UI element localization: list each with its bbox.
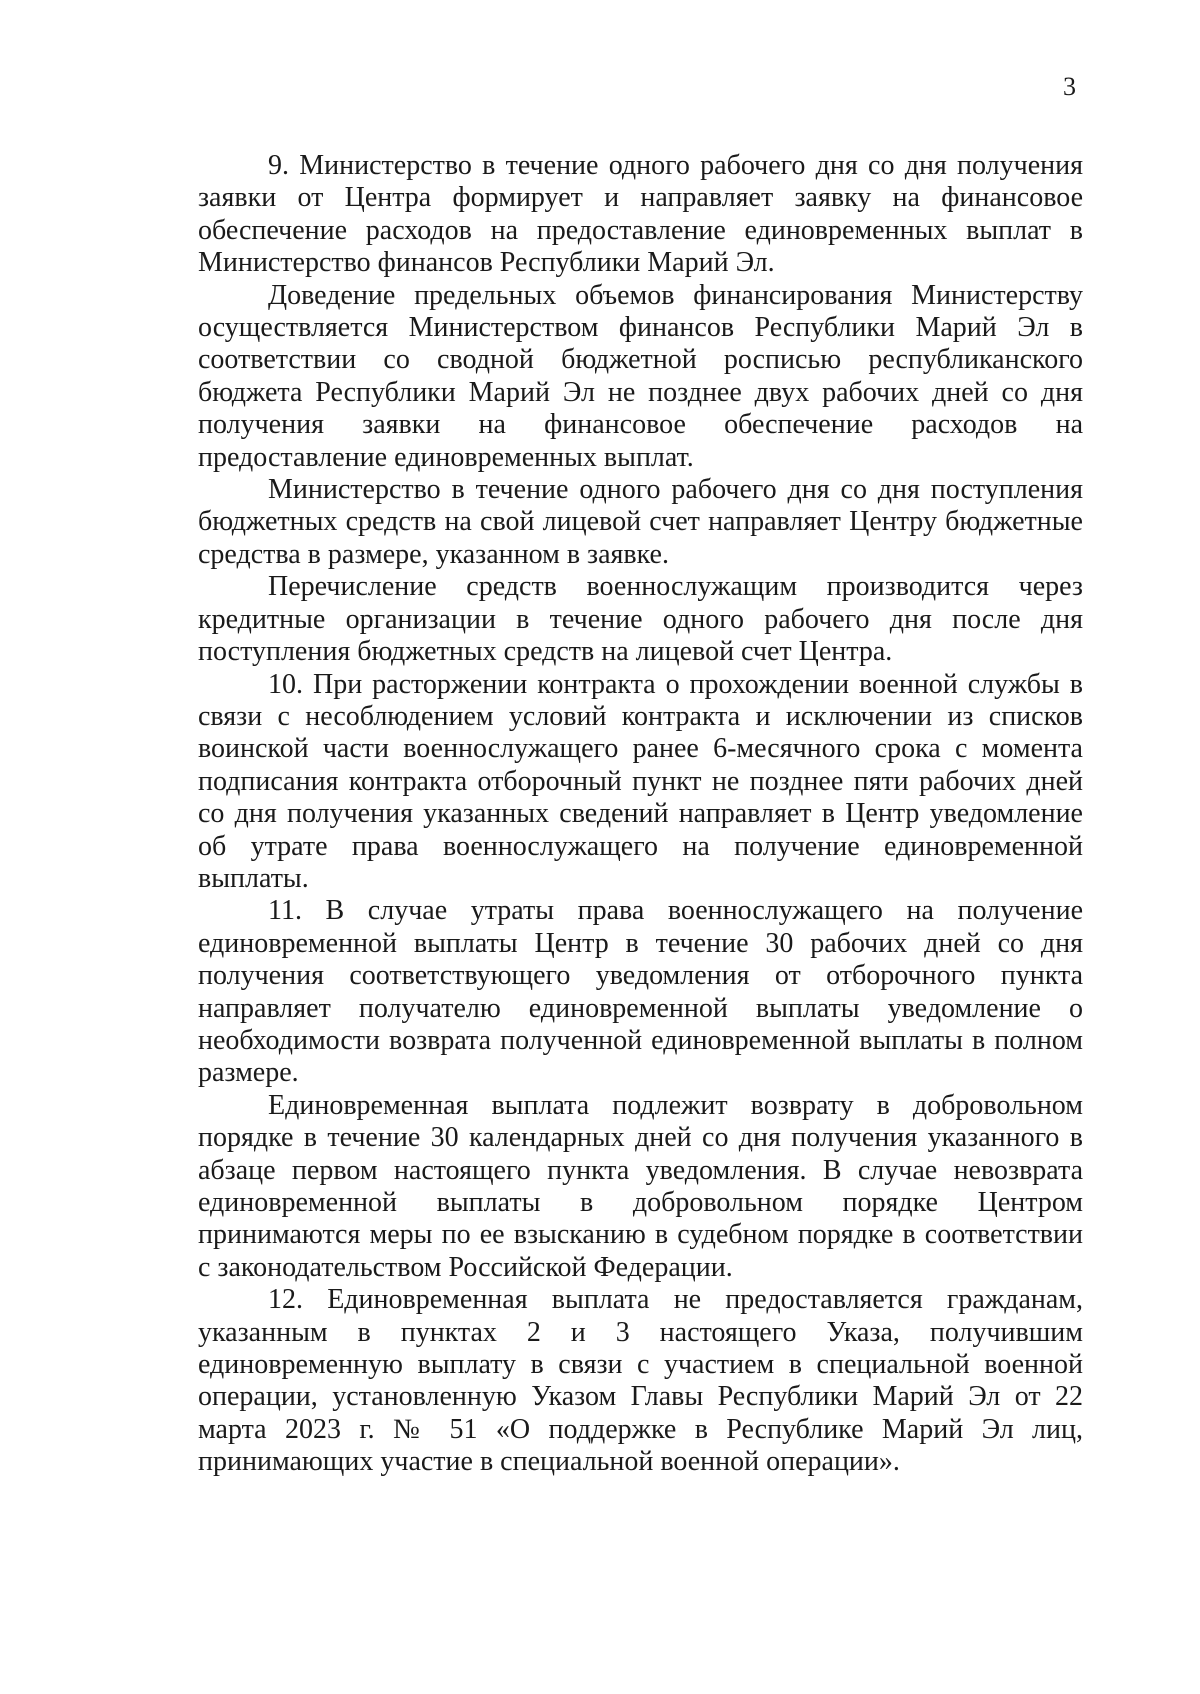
paragraph-9-payment-via-banks: Перечисление средств военнослужащим производится через кредитные организации в течение одного рабочего дня после дня поступления бюджетных средств на лицевой счет Центра.	[198, 571, 1083, 668]
paragraph-9-funding-limits: Доведение предельных объемов финансирования Министерству осуществляется Министерством финансов Республики Марий Эл в соответствии со сводной бюджетной росписью республиканского бюджета Республики Марий Эл не позднее двух рабочих дней со дня получения заявки на финансовое обеспечение расходов на предоставление единовременных выплат.	[198, 279, 1083, 473]
page-number: 3	[1063, 72, 1076, 101]
paragraph-12: 12. Единовременная выплата не предоставляется гражданам, указанным в пунктах 2 и 3 настоящего Указа, получившим единовременную выплату в связи с участием в специальной военной операции, установленную Указом Главы Республики Марий Эл от 22 марта 2023 г. № 51 «О поддержке в Республике Марий Эл лиц, принимающих участие в специальной военной операции».	[198, 1284, 1083, 1478]
paragraph-9: 9. Министерство в течение одного рабочего дня со дня получения заявки от Центра формирует и направляет заявку на финансовое обеспечение расходов на предоставление единовременных выплат в Министерство финансов Республики Марий Эл.	[198, 150, 1083, 279]
paragraph-11-refund: Единовременная выплата подлежит возврату в добровольном порядке в течение 30 календарных дней со дня получения указанного в абзаце первом настоящего пункта уведомления. В случае невозврата единовременной выплаты в добровольном порядке Центром принимаются меры по ее взысканию в судебном порядке в соответствии с законодательством Российской Федерации.	[198, 1089, 1083, 1283]
paragraph-11: 11. В случае утраты права военнослужащего на получение единовременной выплаты Центр в течение 30 рабочих дней со дня получения соответствующего уведомления от отборочного пункта направляет получателю единовременной выплаты уведомление о необходимости возврата полученной единовременной выплаты в полном размере.	[198, 895, 1083, 1089]
paragraph-9-transfer-to-center: Министерство в течение одного рабочего дня со дня поступления бюджетных средств на свой лицевой счет направляет Центру бюджетные средства в размере, указанном в заявке.	[198, 474, 1083, 570]
document-body	[198, 150, 1083, 1479]
paragraph-10: 10. При расторжении контракта о прохождении военной службы в связи с несоблюдением условий контракта и исключении из списков воинской части военнослужащего ранее 6-месячного срока с момента подписания контракта отборочный пункт не позднее пяти рабочих дней со дня получения указанных сведений направляет в Центр уведомление об утрате права военнослужащего на получение единовременной выплаты.	[198, 668, 1083, 894]
